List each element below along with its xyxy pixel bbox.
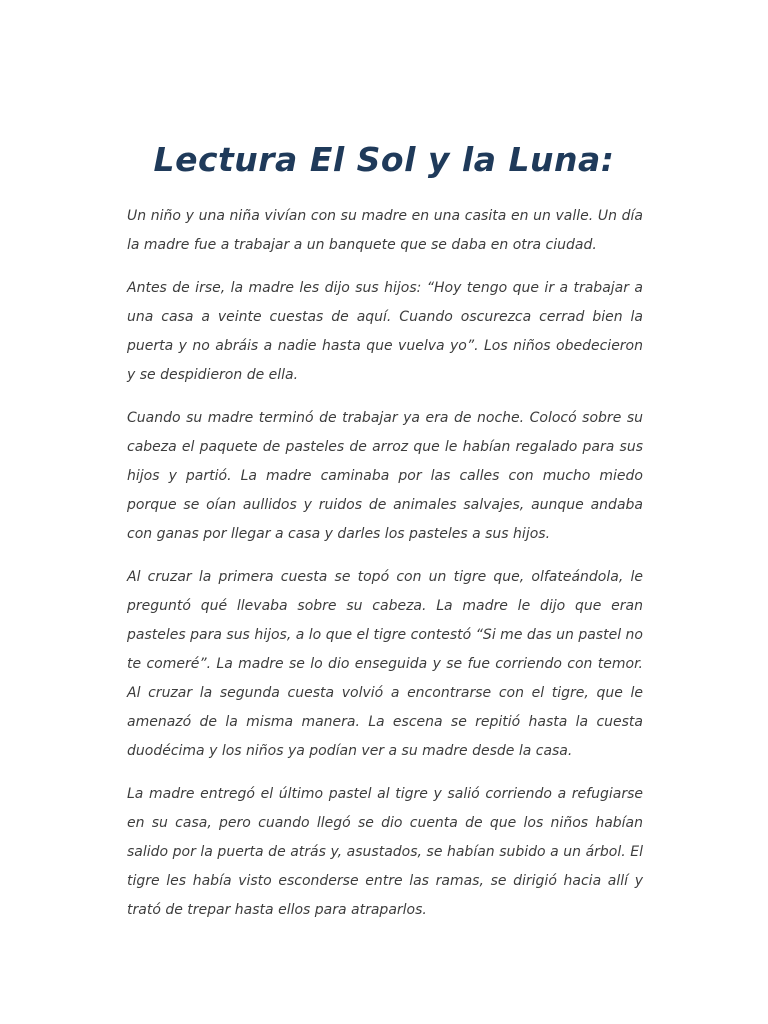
paragraph-3: Cuando su madre terminó de trabajar ya era de noche. Colocó sobre su cabeza el paquete de pasteles de arroz que le habían regalado para sus hijos y partió. La madre caminaba por las calles con mucho miedo porque se oían aullidos y ruidos de animales salvajes, aunque andaba con ganas por llegar a casa y darles los pasteles a sus hijos. [127,410,643,542]
paragraph-2: Antes de irse, la madre les dijo sus hijos: “Hoy tengo que ir a trabajar a una casa a veinte cuestas de aquí. Cuando oscurezca cerrad bien la puerta y no abráis a nadie hasta que vuelva yo”. Los niños obedecieron y se despidieron de ella. [127,280,643,383]
paragraph-5: La madre entregó el último pastel al tigre y salió corriendo a refugiarse en su casa, pero cuando llegó se dio cuenta de que los niños habían salido por la puerta de atrás y, asustados, se habían subido a un árbol. El tigre les había visto esconderse entre las ramas, se dirigió hacia allí y trató de trepar hasta ellos para atraparlos. [127,786,643,918]
page-title: Lectura El Sol y la Luna: [153,140,615,179]
paragraph-1: Un niño y una niña vivían con su madre en una casita en un valle. Un día la madre fue a trabajar a un banquete que se daba en otra ciudad. [127,208,643,253]
document-body [127,202,643,939]
paragraph-4: Al cruzar la primera cuesta se topó con un tigre que, olfateándola, le preguntó qué llevaba sobre su cabeza. La madre le dijo que eran pasteles para sus hijos, a lo que el tigre contestó “Si me das un pastel no te comeré”. La madre se lo dio enseguida y se fue corriendo con temor. Al cruzar la segunda cuesta volvió a encontrarse con el tigre, que le amenazó de la misma manera. La escena se repitió hasta la cuesta duodécima y los niños ya podían ver a su madre desde la casa. [127,569,643,759]
